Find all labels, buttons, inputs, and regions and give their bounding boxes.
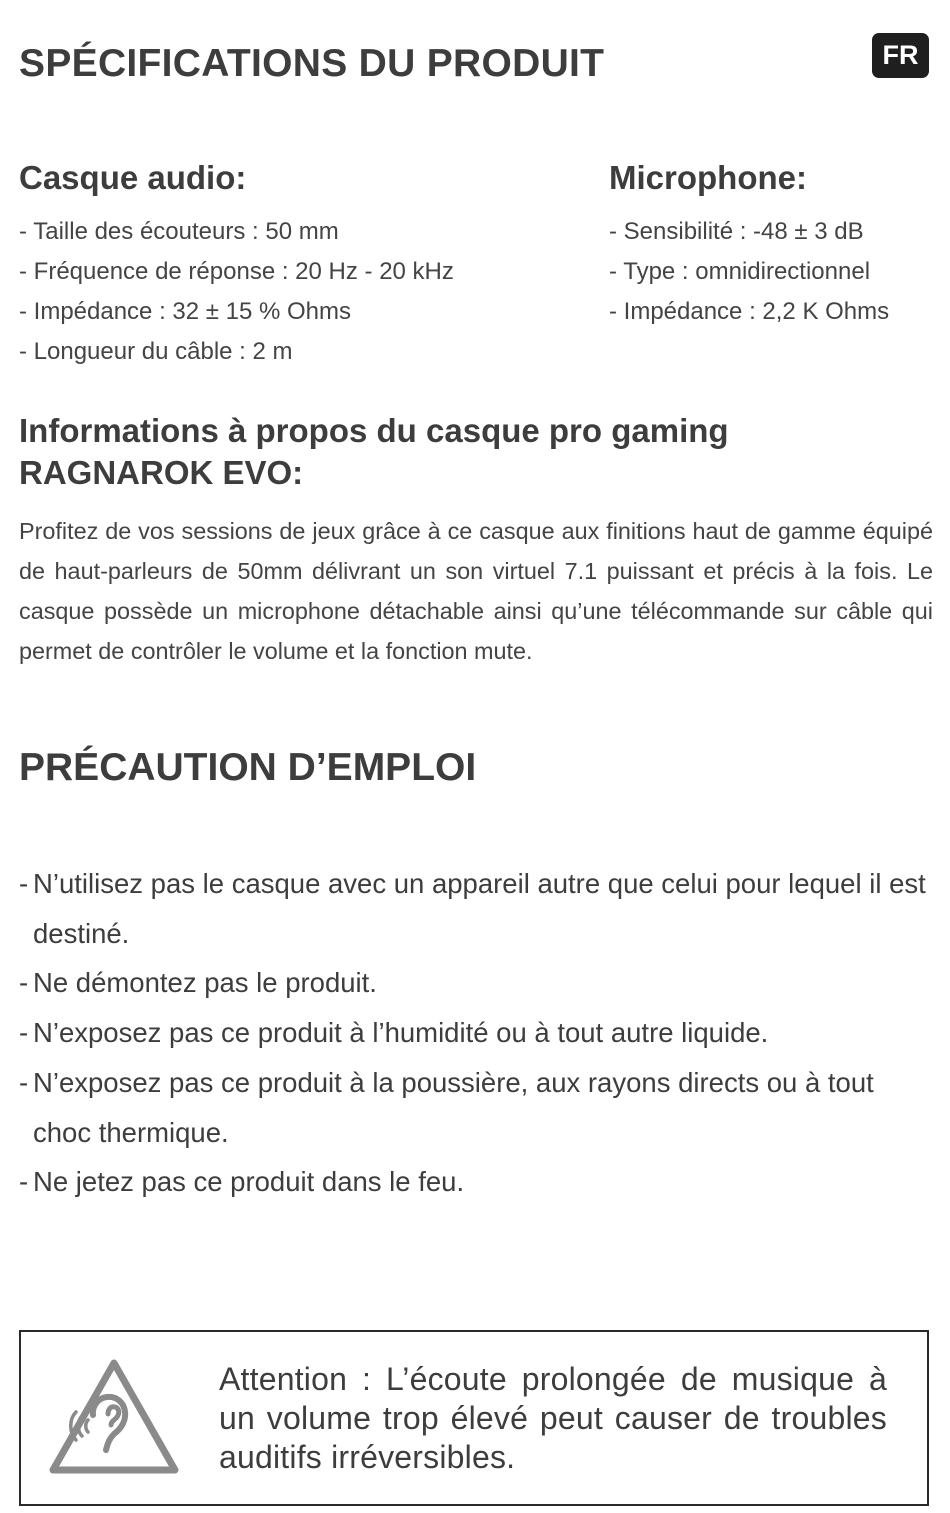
spec-item: - Longueur du câble : 2 m [19, 338, 293, 365]
precautions-title: PRÉCAUTION D’EMPLOI [19, 746, 477, 789]
headset-title: Casque audio: [19, 159, 247, 196]
microphone-title: Microphone: [609, 159, 807, 196]
spec-item: - Type : omnidirectionnel [609, 258, 871, 285]
page-title: SPÉCIFICATIONS DU PRODUIT [19, 42, 605, 85]
list-item-text: N’utilisez pas le casque avec un appareil autre que celui pour lequel il est destiné. [33, 868, 926, 949]
list-item-text: N’exposez pas ce produit à l’humidité ou à tout autre liquide. [33, 1017, 769, 1049]
precautions-list [19, 859, 934, 1207]
list-item [19, 859, 934, 958]
spec-item: - Sensibilité : -48 ± 3 dB [609, 218, 864, 245]
list-dash: - [19, 1066, 29, 1098]
warning-text: Attention : L’écoute prolongée de musique à un volume trop élevé peut causer de troubles auditifs irréversibles. [219, 1361, 887, 1475]
info-paragraph: Profitez de vos sessions de jeux grâce à ce casque aux finitions haut de gamme équipé de haut-parleurs de 50mm délivrant un son virtuel 7.1 puissant et précis à la fois. Le casque possède un microphone détachable ainsi qu’une télécommande sur câble qui permet de contrôler le volume et la fonction mute. [19, 518, 933, 664]
spec-item: - Fréquence de réponse : 20 Hz - 20 kHz [19, 258, 454, 285]
spec-item: - Taille des écouteurs : 50 mm [19, 218, 339, 245]
microphone-spec-list [609, 212, 929, 332]
spec-item: - Impédance : 32 ± 15 % Ohms [19, 298, 351, 325]
list-item [19, 958, 934, 1008]
list-dash: - [19, 868, 29, 899]
spec-item: - Impédance : 2,2 K Ohms [609, 298, 890, 325]
list-dash: - [19, 1166, 29, 1198]
list-item [19, 1157, 934, 1207]
info-title-line2: RAGNAROK EVO: [19, 454, 304, 491]
info-title-line1: Informations à propos du casque pro gaming [19, 412, 729, 449]
list-dash: - [19, 1017, 29, 1049]
headset-specs [19, 158, 579, 372]
info-title [19, 410, 919, 494]
headset-spec-list [19, 212, 579, 372]
list-item-text: Ne démontez pas le produit. [33, 967, 377, 999]
list-dash: - [19, 967, 29, 999]
microphone-specs [609, 158, 929, 332]
language-badge: FR [872, 33, 929, 78]
list-item-text: N’exposez pas ce produit à la poussière, aux rayons directs ou à tout choc thermique. [33, 1066, 874, 1148]
hearing-warning-icon [48, 1358, 180, 1476]
list-item [19, 1058, 934, 1157]
list-item [19, 1008, 934, 1058]
list-item-text: Ne jetez pas ce produit dans le feu. [33, 1166, 465, 1198]
